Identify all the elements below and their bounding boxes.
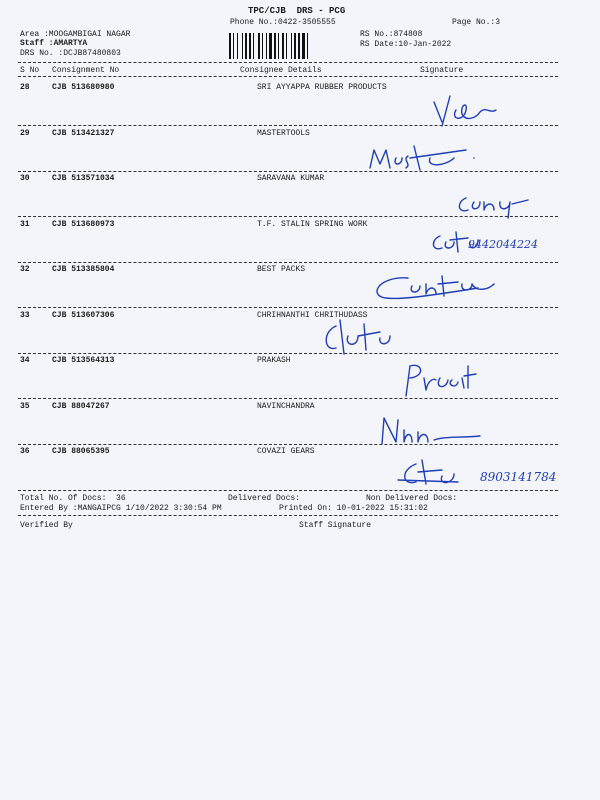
signature-row-29 <box>366 136 476 176</box>
row-sno: 28 <box>20 83 30 92</box>
staff-label: Staff :AMARTYA <box>20 39 88 48</box>
row-consignee: NAVINCHANDRA <box>257 402 315 411</box>
divider <box>18 76 558 77</box>
row-divider <box>18 353 558 354</box>
row-consignee: SRI AYYAPPA RUBBER PRODUCTS <box>257 83 387 92</box>
table-row <box>0 447 600 459</box>
page-number: Page No.:3 <box>452 18 501 27</box>
row-consignment: CJB 513680973 <box>52 220 115 229</box>
signature-row-30 <box>454 188 534 218</box>
rs-date: RS Date:10-Jan-2022 <box>360 40 452 49</box>
signature-row-35 <box>376 414 486 448</box>
rs-number: RS No.:874808 <box>360 30 423 39</box>
row-sno: 36 <box>20 447 30 456</box>
row-consignment: CJB 88047267 <box>52 402 110 411</box>
row-divider <box>18 307 558 308</box>
row-sno: 32 <box>20 265 30 274</box>
handwritten-phone-row-31: 9442044224 <box>468 238 538 251</box>
table-row <box>0 402 600 414</box>
printed-on: Printed On: 10-01-2022 15:31:02 <box>279 504 428 513</box>
row-consignee: SARAVANA KUMAR <box>257 174 325 183</box>
signature-row-34 <box>400 358 480 398</box>
row-consignment: CJB 513564313 <box>52 356 115 365</box>
column-consignee: Consignee Details <box>240 66 322 75</box>
table-row <box>0 83 600 95</box>
row-divider <box>18 262 558 263</box>
row-consignee: MASTERTOOLS <box>257 129 310 138</box>
barcode <box>229 33 353 59</box>
divider <box>18 490 558 491</box>
row-consignment: CJB 513607306 <box>52 311 115 320</box>
signature-row-33 <box>318 314 398 358</box>
total-docs: Total No. Of Docs: 36 <box>20 494 126 503</box>
row-sno: 34 <box>20 356 30 365</box>
column-consignment: Consignment No <box>52 66 120 75</box>
signature-row-32 <box>368 270 508 306</box>
table-row <box>0 311 600 323</box>
area-label: Area :MOOGAMBIGAI NAGAR <box>20 30 131 39</box>
handwritten-phone-row-36: 8903141784 <box>480 470 557 484</box>
staff-signature: Staff Signature <box>299 521 372 530</box>
column-sno: S No <box>20 66 40 75</box>
row-sno: 33 <box>20 311 30 320</box>
row-sno: 31 <box>20 220 30 229</box>
drs-number: DRS No. :DCJB87480803 <box>20 49 121 58</box>
document-title: TPC/CJB DRS - PCG <box>248 6 346 16</box>
row-divider <box>18 171 558 172</box>
row-consignee: BEST PACKS <box>257 265 306 274</box>
divider <box>18 62 558 63</box>
signature-row-36 <box>398 456 488 490</box>
row-consignment: CJB 88065395 <box>52 447 110 456</box>
verified-by: Verified By <box>20 521 73 530</box>
row-consignment: CJB 513385804 <box>52 265 115 274</box>
table-row <box>0 220 600 232</box>
row-consignment: CJB 513680980 <box>52 83 115 92</box>
row-consignee: CHRIHNANTHI CHRITHUDASS <box>257 311 368 320</box>
row-consignee: T.F. STALIN SPRING WORK <box>257 220 368 229</box>
row-divider <box>18 398 558 399</box>
row-consignment: CJB 513421327 <box>52 129 115 138</box>
row-consignee: PRAKASH <box>257 356 291 365</box>
non-delivered-docs: Non Delivered Docs: <box>366 494 458 503</box>
row-consignee: COVAZI GEARS <box>257 447 315 456</box>
divider <box>18 515 558 516</box>
table-row <box>0 265 600 277</box>
column-signature: Signature <box>420 66 464 75</box>
table-row <box>0 129 600 141</box>
row-sno: 29 <box>20 129 30 138</box>
row-sno: 35 <box>20 402 30 411</box>
signature-row-28 <box>420 92 500 132</box>
table-row <box>0 356 600 368</box>
row-consignment: CJB 513571034 <box>52 174 115 183</box>
delivered-docs: Delivered Docs: <box>228 494 301 503</box>
entered-by: Entered By :MANGAIPCG 1/10/2022 3:30:54 PM <box>20 504 222 513</box>
table-row <box>0 174 600 186</box>
row-sno: 30 <box>20 174 30 183</box>
phone-number: Phone No.:0422-3505555 <box>230 18 336 27</box>
